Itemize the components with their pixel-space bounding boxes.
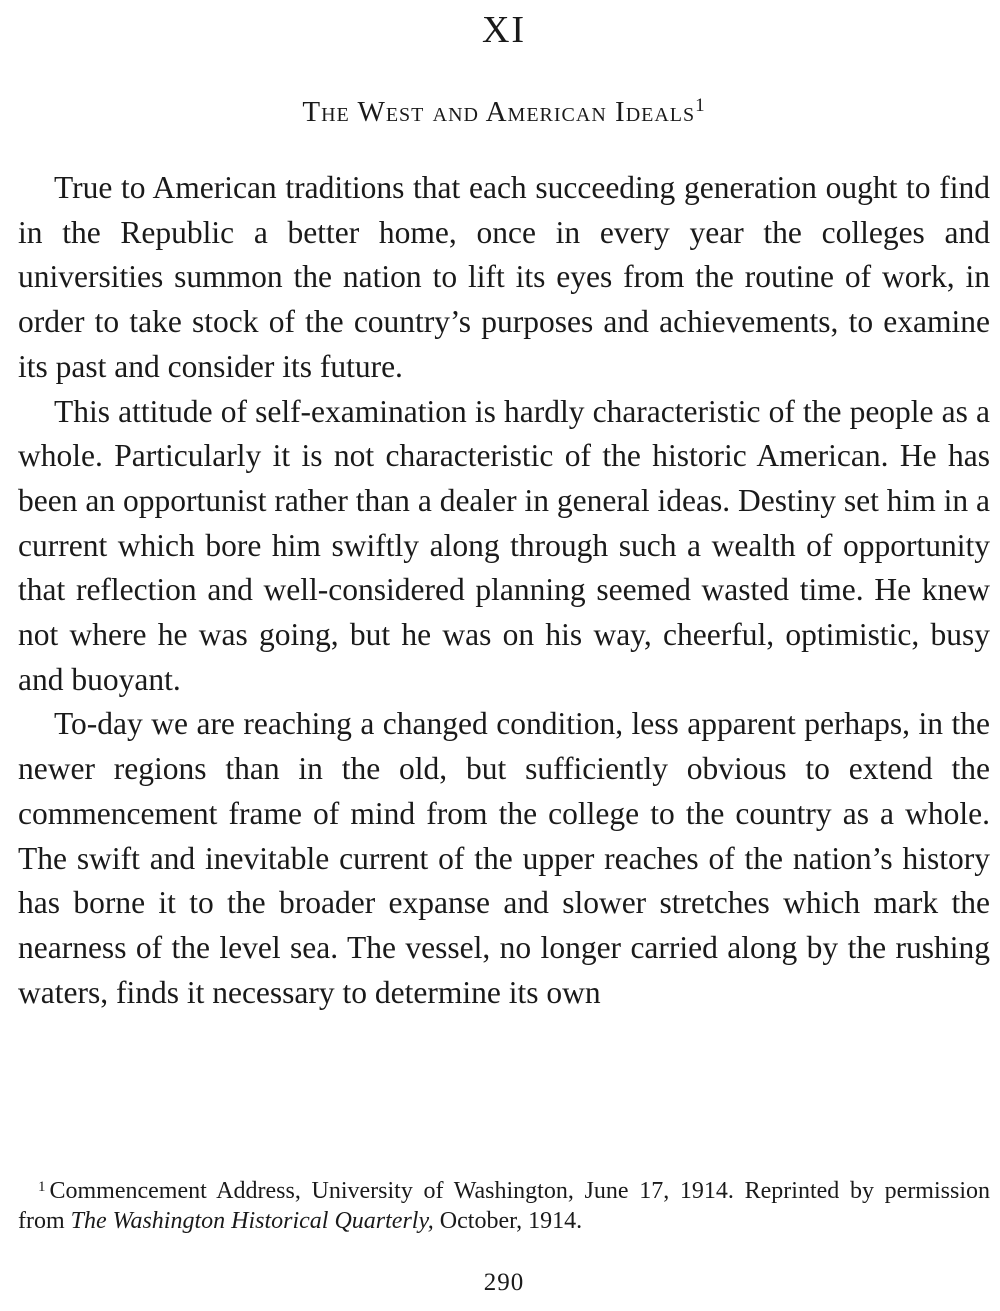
page-number: 290	[483, 1269, 525, 1296]
footnote-publication: The Washington Historical Quarterly,	[70, 1208, 434, 1234]
body-text	[18, 166, 990, 1015]
paragraph-1: True to American traditions that each succeeding generation ought to find in the Republic a better home, once in every year the colleges and universities summon the nation to lift its eyes from the routine of work, in order to take stock of the country’s purposes and achievements, to examine its past and consider its future.	[18, 170, 990, 384]
chapter-title-footnote-marker: 1	[695, 95, 706, 116]
footnotes	[18, 1172, 990, 1236]
paragraph-3: To-day we are reaching a changed condition, less apparent perhaps, in the newer regions than in the old, but sufficiently obvious to extend the commencement frame of mind from the college to the country as a whole. The swift and inevitable current of the upper reaches of the nation’s history has borne it to the broader expanse and slower stretches which mark the nearness of the level sea. The vessel, no longer carried along by the rushing waters, finds it necessary to determine its own	[18, 706, 990, 1010]
paragraph-2: This attitude of self-examination is hardly characteristic of the people as a whole. Particularly it is not characteristic of the historic American. He has been an opportunist rather than a dealer in general ideas. Destiny set him in a current which bore him swiftly along through such a wealth of opportunity that reflection and well-considered planning seemed wasted time. He knew not where he was going, but he was on his way, cheerful, optimistic, busy and buoyant.	[18, 393, 990, 697]
footnote-marker: 1	[38, 1179, 46, 1195]
book-page	[18, 0, 990, 1311]
footnote-1	[18, 1172, 990, 1236]
chapter-title	[18, 86, 990, 132]
footnote-text-after: October, 1914.	[433, 1208, 583, 1234]
footnote-text-before: Commencement Address, University of Washington, June 17, 1914. Reprinted by permission from	[18, 1178, 990, 1234]
chapter-number: XI	[481, 9, 527, 51]
chapter-title-text: The West and American Ideals	[302, 96, 696, 128]
